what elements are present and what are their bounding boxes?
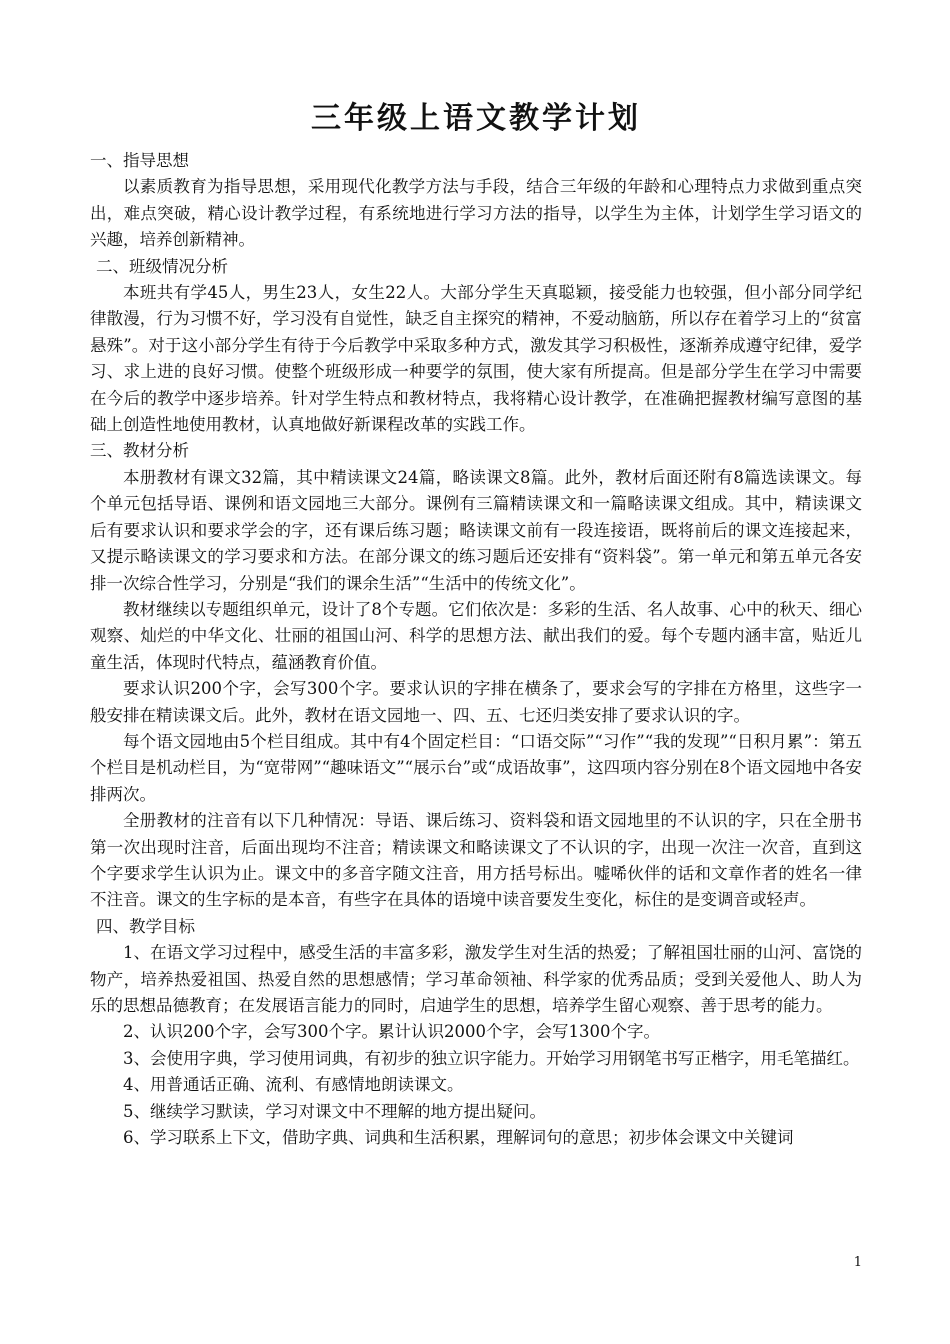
paragraph: 以素质教育为指导思想，采用现代化教学方法与手段，结合三年级的年龄和心理特点力求做到重点突出，难点突破，精心设计教学过程，有系统地进行学习方法的指导，以学生为主体，计划学生学习语文的兴趣，培养创新精神。 [90,177,862,250]
section-heading: 三、教材分析 [90,441,189,461]
goal-item: 6、学习联系上下文，借助字典、词典和生活积累，理解词句的意思；初步体会课文中关键词 [123,1128,794,1148]
page-number: 1 [853,1255,862,1270]
section-teaching-goals [90,914,862,1152]
document-title: 三年级上语文教学计划 [311,101,641,136]
section-heading: 一、指导思想 [90,151,189,170]
paragraph: 本册教材有课文32篇，其中精读课文24篇，略读课文8篇。此外，教材后面还附有8篇选读课文。每个单元包括导语、课例和语文园地三大部分。课例有三篇精读课文和一篇略读课文组成。其中，精读课文后有要求认识和要求学会的字，还有课后练习题；略读课文前有一段连接语，既将前后的课文连接起来，又提示略读课文的学习要求和方法。在部分课文的练习题后还安排有“资料袋”。第一单元和第五单元各安排一次综合性学习，分别是“我们的课余生活”“生活中的传统文化”。 [90,467,862,593]
paragraph: 要求认识200个字，会写300个字。要求认识的字排在横条了，要求会写的字排在方格里，这些字一般安排在精读课文后。此外，教材在语文园地一、四、五、七还归类安排了要求认识的字。 [90,679,862,725]
goal-item: 5、继续学习默读，学习对课文中不理解的地方提出疑问。 [123,1101,546,1121]
section-guiding-ideology [90,148,862,254]
paragraph: 本班共有学45人，男生23人，女生22人。大部分学生天真聪颖，接受能力也较强，但小部分同学纪律散漫，行为习惯不好，学习没有自觉性，缺乏自主探究的精神，不爱动脑筋，所以存在着学习上的“贫富悬殊”。对于这小部分学生有待于今后教学中采取多种方式，激发其学习积极性，逐渐养成遵守纪律，爱学习、求上进的良好习惯。使整个班级形成一种要学的氛围，使大家有所提高。但是部分学生在学习中需要在今后的教学中逐步培养。针对学生特点和教材特点，我将精心设计教学，在准确把握教材编写意图的基础上创造性地使用教材，认真地做好新课程改革的实践工作。 [90,283,862,435]
section-class-analysis [90,254,862,439]
goal-item: 1、在语文学习过程中，感受生活的丰富多彩，激发学生对生活的热爱；了解祖国壮丽的山河、富饶的物产，培养热爱祖国、热爱自然的思想感情；学习革命领袖、科学家的优秀品质；受到关爱他人、助人为乐的思想品德教育；在发展语言能力的同时，启迪学生的思想，培养学生留心观察、善于思考的能力。 [90,943,862,1015]
goal-item: 4、用普通话正确、流利、有感情地朗读课文。 [123,1075,464,1095]
paragraph: 全册教材的注音有以下几种情况：导语、课后练习、资料袋和语文园地里的不认识的字，只在全册书第一次出现时注音，后面出现均不注音；精读课文和略读课文了不认识的字，出现一次注一次音，直到这个字要求学生认识为止。课文中的多音字随文注音，用方括号标出。嘘唏伙伴的话和文章作者的姓名一律不注音。课文的生字标的是本音，有些字在具体的语境中读音要发生变化，标住的是变调音或轻声。 [90,811,862,910]
paragraph: 教材继续以专题组织单元，设计了8个专题。它们依次是：多彩的生活、名人故事、心中的秋天、细心观察、灿烂的中华文化、壮丽的祖国山河、科学的思想方法、献出我们的爱。每个专题内涵丰富，贴近儿童生活，体现时代特点，蕴涵教育价值。 [90,599,862,672]
goal-item: 2、认识200个字，会写300个字。累计认识2000个字，会写1300个字。 [123,1022,660,1042]
section-heading: 二、班级情况分析 [96,256,228,276]
goal-item: 3、会使用字典，学习使用词典，有初步的独立识字能力。开始学习用钢笔书写正楷字，用毛笔描红。 [123,1048,860,1068]
paragraph: 每个语文园地由5个栏目组成。其中有4个固定栏目：“口语交际”“习作”“我的发现”“日积月累”：第五个栏目是机动栏目，为“宽带网”“趣味语文”“展示台”或“成语故事”，这四项内容分别在8个语文园地中各安排两次。 [90,731,862,804]
section-heading: 四、教学目标 [96,916,195,936]
section-textbook-analysis [90,438,862,913]
